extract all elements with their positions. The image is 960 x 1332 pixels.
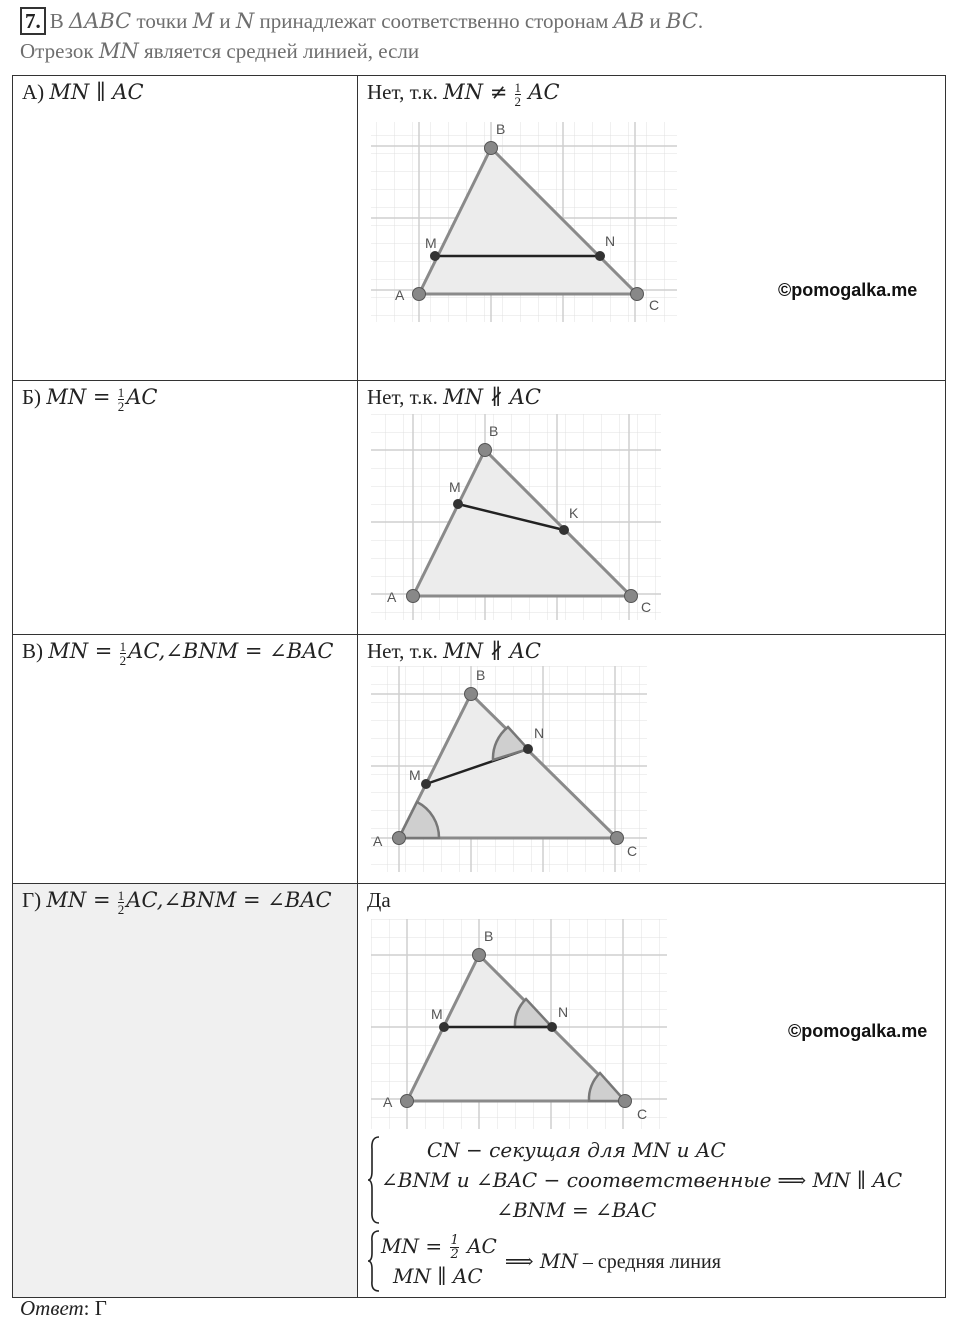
svg-text:B: B: [489, 423, 499, 439]
explanation-cell: Нет, т.к. MN ≠ $\frac{1}{2}$ AC B M N A C: [358, 76, 946, 381]
svg-text:C: C: [641, 599, 652, 615]
explanation-cell: Нет, т.к. MN ∦ AC B M K A C: [358, 381, 946, 635]
left-brace-icon: [367, 1229, 381, 1293]
triangle-diagram-d: [367, 913, 687, 1133]
problem-statement: 7. В ΔABC точки M и N принадлежат соответственно сторонам AB и BC. Отрезок MN является средней линией, если: [20, 9, 704, 63]
option-row-c: [13, 635, 946, 884]
option-row-d: [13, 884, 946, 1298]
problem-number: 7.: [20, 7, 46, 35]
fraction-half: $\frac{1}{2}$: [514, 79, 522, 109]
option-cell: В) MN = $\frac{1}{2}$ AC,∠BNM = ∠BAC: [13, 635, 358, 884]
answer: Ответ: Г: [20, 1296, 107, 1320]
svg-text:M: M: [431, 1006, 443, 1022]
left-brace-icon: [367, 1135, 381, 1225]
svg-text:B: B: [484, 928, 494, 944]
svg-text:M: M: [409, 767, 421, 783]
option-cell-correct: Г) MN = $\frac{1}{2}$ AC,∠BNM = ∠BAC: [13, 884, 358, 1298]
watermark: ©pomogalka.me: [778, 280, 918, 300]
fraction-half: $\frac{1}{2}$: [117, 887, 125, 917]
fraction-half: $\frac{1}{2}$: [119, 638, 127, 668]
option-cell: Б) MN = $\frac{1}{2}$ AC: [13, 381, 358, 635]
svg-text:N: N: [605, 232, 616, 249]
system-2: MN = $\frac{1}{2}$ AC MN ∥ AC ⟹ MN – средняя линия: [367, 1229, 936, 1293]
fraction-half: $\frac{1}{2}$: [117, 384, 125, 414]
svg-text:C: C: [627, 843, 638, 859]
svg-text:A: A: [383, 1094, 393, 1110]
triangle-diagram-b: [367, 410, 687, 624]
explanation-cell: Да B M N A C CN − секущая для MN и AC ∠BNM и ∠BAC − соответственные ∠BNM = ∠BAC ⟹ MN ∥ AC MN = $\frac{1}{2}$ AC MN ∥ AC ⟹ MN – средняя линия: [358, 884, 946, 1298]
svg-text:M: M: [425, 234, 437, 251]
svg-text:B: B: [476, 667, 486, 683]
svg-text:B: B: [496, 120, 506, 137]
svg-text:N: N: [558, 1004, 569, 1020]
svg-text:M: M: [449, 479, 461, 495]
explanation-cell: Нет, т.к. MN ∦ AC B N M A C: [358, 635, 946, 884]
options-table: [12, 75, 946, 1298]
svg-text:A: A: [387, 589, 397, 605]
svg-text:A: A: [395, 286, 405, 303]
svg-text:K: K: [569, 505, 579, 521]
svg-text:N: N: [534, 725, 545, 741]
system-1: CN − секущая для MN и AC ∠BNM и ∠BAC − соответственные ∠BNM = ∠BAC ⟹ MN ∥ AC: [367, 1135, 936, 1225]
option-cell: А) MN ∥ AC: [13, 76, 358, 381]
svg-text:C: C: [637, 1106, 648, 1122]
svg-text:A: A: [373, 833, 383, 849]
fraction-half: $\frac{1}{2}$: [450, 1233, 459, 1262]
watermark: ©pomogalka.me: [788, 1021, 928, 1041]
triangle-diagram-a: [367, 108, 687, 330]
svg-text:C: C: [649, 296, 660, 313]
triangle-diagram-c: [367, 664, 687, 876]
option-row-b: [13, 381, 946, 635]
option-row-a: [13, 76, 946, 381]
